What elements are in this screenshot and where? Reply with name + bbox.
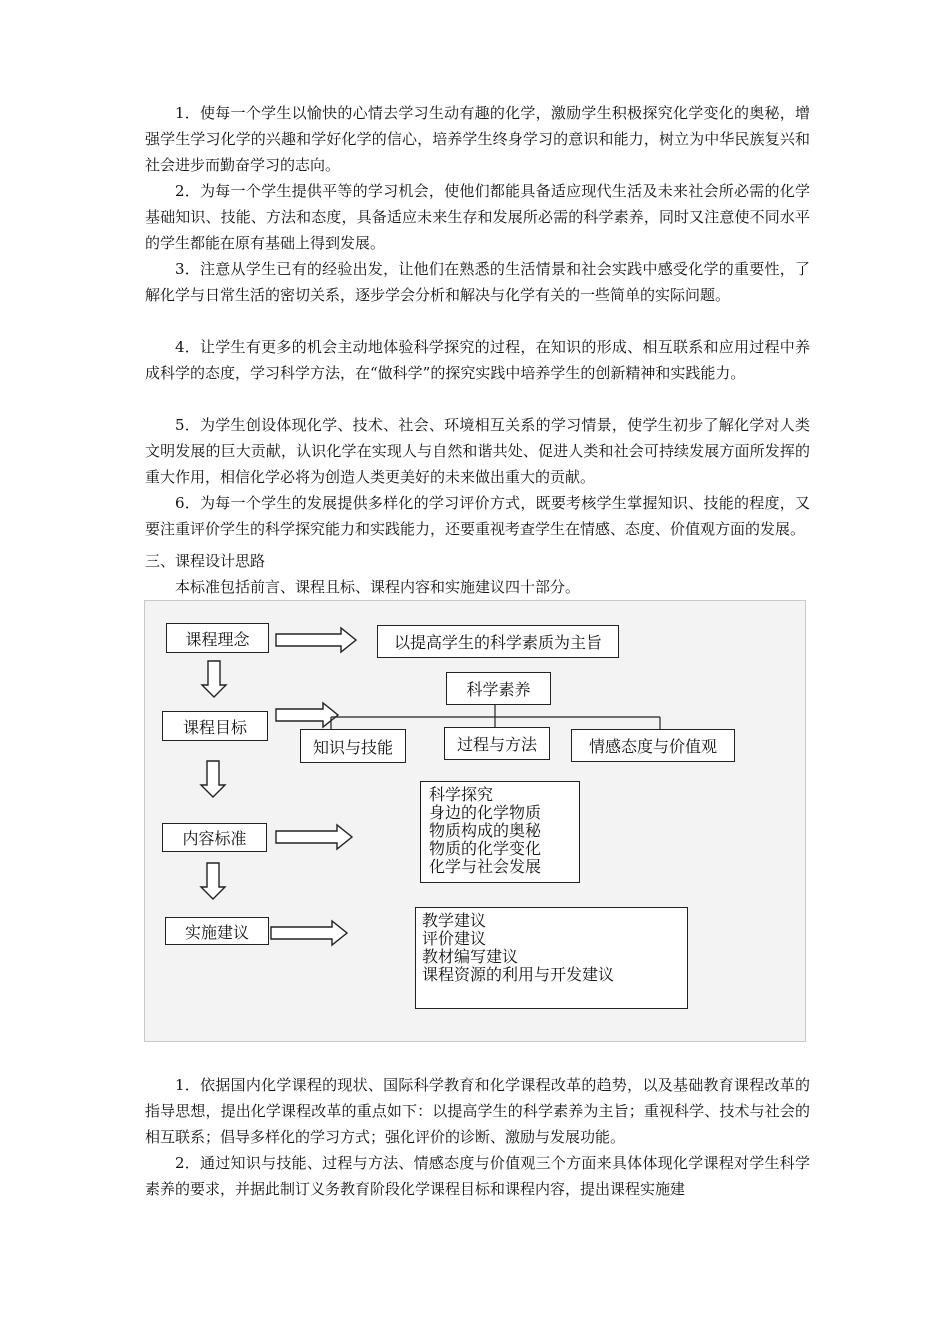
arrow-down-icon — [202, 661, 226, 697]
dimension-process-box: 过程与方法 — [444, 727, 550, 760]
arrow-right-icon — [276, 628, 356, 652]
arrow-right-icon — [276, 825, 352, 849]
paragraph-6: 6．为每一个学生的发展提供多样化的学习评价方式，既要考核学生掌握知识、技能的程度，又要注重评价学生的科学探究能力和实践能力，还要重视考查学生在情感、态度、价值观方面的发展。 — [145, 494, 810, 538]
scientific-literacy-box: 科学素养 — [446, 672, 551, 705]
content-list-box — [420, 781, 580, 883]
intro-line: 本标准包括前言、课程且标、课程内容和实施建议四十部分。 — [175, 578, 581, 596]
dimension-knowledge-box: 知识与技能 — [300, 729, 406, 763]
list-item: 科学探究 — [429, 785, 494, 804]
implementation-list-box — [415, 907, 688, 1009]
paragraph-7: 1．依据国内化学课程的现状、国际科学教育和化学课程改革的趋势，以及基础教育课程改革的指导思想，提出化学课程改革的重点如下：以提高学生的科学素养为主旨；重视科学、技术与社会的相互联系；倡导多样化的学习方式；强化评价的诊断、激励与发展功能。 — [145, 1076, 810, 1146]
paragraph-8: 2．通过知识与技能、过程与方法、情感态度与价值观三个方面来具体体现化学课程对学生科学素养的要求，并据此制订义务教育阶段化学课程目标和课程内容，提出课程实施建 — [145, 1154, 810, 1198]
arrow-down-icon — [201, 761, 225, 797]
content-standard-box: 内容标准 — [162, 823, 267, 852]
list-item: 物质的化学变化 — [429, 839, 542, 858]
arrow-down-icon — [201, 863, 225, 899]
list-item: 教学建议 — [422, 911, 487, 930]
course-concept-box: 课程理念 — [166, 623, 269, 653]
paragraph-4: 4．让学生有更多的机会主动地体验科学探究的过程，在知识的形成、相互联系和应用过程中养成科学的态度，学习科学方法，在“做科学”的探究实践中培养学生的创新精神和实践能力。 — [145, 338, 810, 382]
implementation-box: 实施建议 — [165, 917, 269, 945]
arrow-right-icon — [271, 921, 347, 945]
dimension-attitude-box: 情感态度与价值观 — [571, 729, 735, 762]
paragraph-1: 1．使每一个学生以愉快的心情去学习生动有趣的化学，激励学生积极探究化学变化的奥秘，增强学生学习化学的兴趣和学好化学的信心，培养学生终身学习的意识和能力，树立为中华民族复兴和社会进步而勤奋学习的志向。 — [145, 104, 810, 174]
list-item: 评价建议 — [422, 929, 487, 948]
arrow-right-icon — [276, 703, 338, 727]
concept-target-box: 以提高学生的科学素质为主旨 — [377, 625, 619, 658]
list-item: 教材编写建议 — [422, 947, 519, 966]
paragraph-3: 3．注意从学生已有的经验出发，让他们在熟悉的生活情景和社会实践中感受化学的重要性，了解化学与日常生活的密切关系，逐步学会分析和解决与化学有关的一些简单的实际问题。 — [145, 260, 810, 304]
list-item: 物质构成的奥秘 — [429, 821, 542, 840]
list-item: 身边的化学物质 — [429, 803, 542, 822]
list-item: 化学与社会发展 — [429, 857, 542, 876]
paragraph-5: 5．为学生创设体现化学、技术、社会、环境相互关系的学习情景，使学生初步了解化学对人类文明发展的巨大贡献，认识化学在实现人与自然和谐共处、促进人类和社会可持续发展方面所发挥的重大作用，相信化学必将为创造人类更美好的未来做出重大的贡献。 — [145, 416, 810, 486]
paragraph-2: 2．为每一个学生提供平等的学习机会，使他们都能具备适应现代生活及未来社会所必需的化学基础知识、技能、方法和态度，具备适应未来生存和发展所必需的科学素养，同时又注意使不同水平的学生都能在原有基础上得到发展。 — [145, 182, 810, 252]
course-design-diagram — [144, 600, 806, 1042]
section-heading: 三、课程设计思路 — [145, 552, 266, 570]
course-goal-box: 课程目标 — [162, 711, 268, 741]
list-item: 课程资源的利用与开发建议 — [422, 965, 615, 984]
